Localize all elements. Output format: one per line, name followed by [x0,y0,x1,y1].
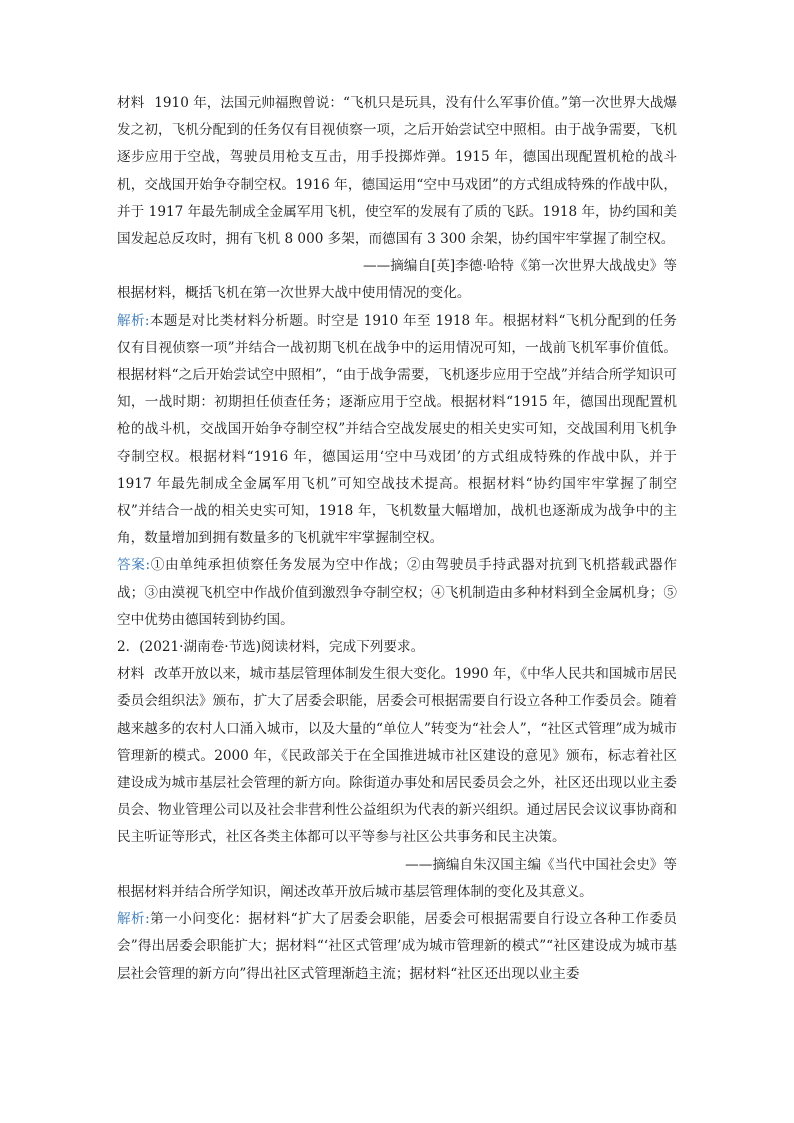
q2-material [117,661,677,851]
q1-material-label: 材料 [117,95,145,111]
q2-analysis [117,906,677,988]
q1-analysis-label: 解析: [117,312,150,329]
q1-material-text: 1910 年，法国元帅福煦曾说：“飞机只是玩具，没有什么军事价值。”第一次世界大战爆发之初，飞机分配到的任务仅有目视侦察一项，之后开始尝试空中照相。由于战争需要，飞机逐步应用于空战，驾驶员用枪支互击，用手投掷炸弹。1915 年，德国出现配置机枪的战斗机，交战国开始争夺制空权。1916 年，德国运用“空中马戏团”的方式组成特殊的作战中队，并于 1917 年最先制成全金属军用飞机，使空军的发展有了质的飞跃。1918 年，协约国和美国发起总反攻时，拥有飞机 8 000 多架，而德国有 3 300 余架，协约国牢牢掌握了制空权。 [117,95,678,248]
q2-heading: 2．(2021·湖南卷·节选)阅读材料，完成下列要求。 [117,639,425,656]
q1-source: ——摘编自[英]李德·哈特《第一次世界大战战史》等 [363,258,677,275]
q1-answer-label: 答案: [117,557,151,574]
q1-material [117,90,677,253]
q2-analysis-text: 第一小问变化：据材料“扩大了居委会职能，居委会可根据需要自行设立各种工作委员会”得出居委会职能扩大；据材料“‘社区式管理’成为城市管理新的模式”“社区建设成为城市基层社会管理的新方向”得出社区式管理渐趋主流；据材料“社区还出现以业主委 [117,911,677,982]
document-page [117,90,677,988]
q2-question: 根据材料并结合所学知识，阐述改革开放后城市基层管理体制的变化及其意义。 [117,883,593,900]
q1-answer [117,552,677,634]
q1-answer-text: ①由单纯承担侦察任务发展为空中作战；②由驾驶员手持武器对抗到飞机搭载武器作战；③由漠视飞机空中作战价值到激烈争夺制空权；④飞机制造由多种材料到全金属机身；⑤空中优势由德国转到协约国。 [117,557,677,628]
q2-material-text: 改革开放以来，城市基层管理体制发生很大变化。1990 年，《中华人民共和国城市居民委员会组织法》颁布，扩大了居委会职能，居委会可根据需要自行设立各种工作委员会。随着越来越多的农村人口涌入城市，以及大量的“单位人”转变为“社会人”，“社区式管理”成为城市管理新的模式。2000 年，《民政部关于在全国推进城市社区建设的意见》颁布，标志着社区建设成为城市基层社会管理的新方向。除街道办事处和居民委员会之外，社区还出现以业主委员会、物业管理公司以及社会非营利性公益组织为代表的新兴组织。通过居民会议议事协商和民主听证等形式，社区各类主体都可以平等参与社区公共事务和民主决策。 [117,666,677,846]
q1-analysis [117,308,677,553]
q1-analysis-text: 本题是对比类材料分析题。时空是 1910 年至 1918 年。根据材料“飞机分配到的任务仅有目视侦察一项”并结合一战初期飞机在战争中的运用情况可知，一战前飞机军事价值低。根据材料“之后开始尝试空中照相”，“由于战争需要，飞机逐步应用于空战”并结合所学知识可知，一战时期：初期担任侦查任务；逐渐应用于空战。根据材料“1915 年，德国出现配置机枪的战斗机，交战国开始争夺制空权”并结合空战发展史的相关史实可知，交战国利用飞机争夺制空权。根据材料“1916 年，德国运用‘空中马戏团’的方式组成特殊的作战中队，并于 1917 年最先制成全金属军用飞机”可知空战技术提高。根据材料“协约国牢牢掌握了制空权”并结合一战的相关史实可知，1918 年，飞机数量大幅增加，战机也逐渐成为战争中的主角，数量增加到拥有数量多的飞机就牢牢掌握制空权。 [117,312,677,547]
q2-source: ——摘编自朱汉国主编《当代中国社会史》等 [405,856,677,873]
q2-material-label: 材料 [117,666,145,683]
q1-question: 根据材料，概括飞机在第一次世界大战中使用情况的变化。 [117,285,471,302]
q2-analysis-label: 解析: [117,911,150,928]
